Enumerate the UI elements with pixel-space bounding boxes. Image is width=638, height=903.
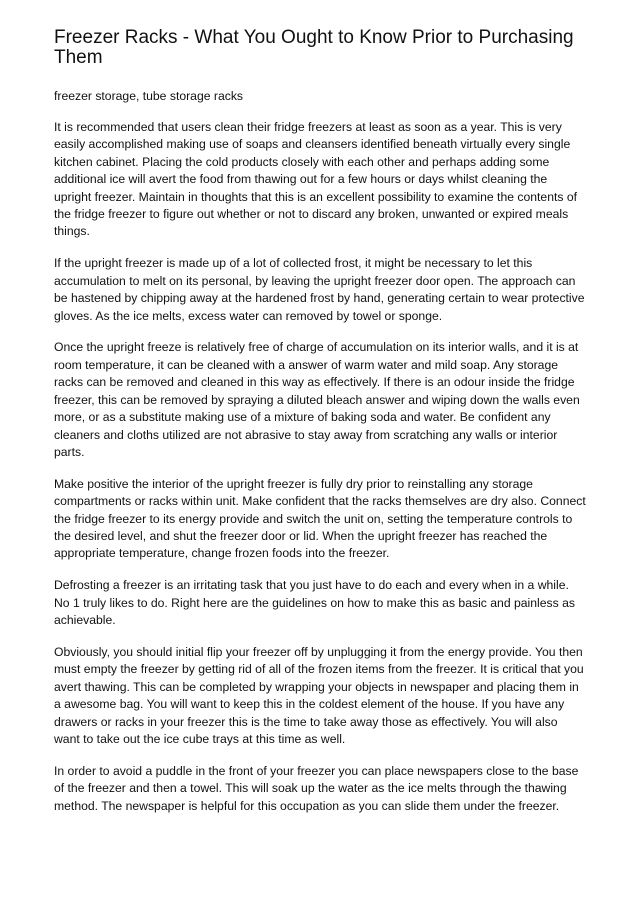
- paragraph-1: It is recommended that users clean their fridge freezers at least as soon as a year. This is very easily accomplished making use of soaps and cleansers identified beneath virtually every single kitchen cabinet. Placing the cold products closely with each other and perhaps adding some additional ice will avert the food from thawing out for a few hours or days whilst cleaning the upright freezer. Maintain in thoughts that this is an excellent possibility to examine the contents of the fridge freezer to figure out whether or not to discard any broken, unwanted or expired meals things.: [54, 120, 578, 239]
- tag-line: freezer storage, tube storage racks: [54, 89, 244, 103]
- page-title: Freezer Racks - What You Ought to Know Prior to Purchasing Them: [54, 27, 574, 68]
- paragraph-2: If the upright freezer is made up of a lot of collected frost, it might be necessary to let this accumulation to melt on its personal, by leaving the upright freezer door open. The approach can be hastened by chipping away at the hardened frost by hand, generating certain to wear protective gloves. As the ice melts, excess water can removed by towel or sponge.: [54, 256, 585, 323]
- paragraph-4: Make positive the interior of the upright freezer is fully dry prior to reinstalling any storage compartments or racks within unit. Make confident that the racks themselves are dry also. Connect the fridge freezer to its energy provide and switch the unit on, setting the temperature controls to the desired level, and shut the freezer door or lid. When the upright freezer has reached the appropriate temperature, change frozen foods into the freezer.: [54, 476, 586, 561]
- paragraph-5: Defrosting a freezer is an irritating task that you just have to do each and every when in a while. No 1 truly likes to do. Right here are the guidelines on how to make this as basic and painless as achievable.: [54, 578, 575, 628]
- paragraph-6: Obviously, you should initial flip your freezer off by unplugging it from the energy provide. You then must empty the freezer by getting rid of all of the frozen items from the freezer. It is critical that you avert thawing. This can be completed by wrapping your objects in newspaper and placing them in a awesome bag. You will want to keep this in the coldest element of the house. If you have any drawers or racks in your freezer this is the time to take away those as effectively. You will also want to take out the ice cube trays at this time as well.: [54, 645, 584, 747]
- paragraph-7: In order to avoid a puddle in the front of your freezer you can place newspapers close to the base of the freezer and then a towel. This will soak up the water as the ice melts through the thawing method. The newspaper is helpful for this occupation as you can slide them under the freezer.: [54, 764, 579, 813]
- paragraph-3: Once the upright freeze is relatively free of charge of accumulation on its interior walls, and it is at room temperature, it can be cleaned with a answer of warm water and mild soap. Any storage racks can be removed and cleaned in this way as effectively. If there is an odour inside the fridge freezer, this can be removed by spraying a diluted bleach answer and wiping down the walls even more, or as a substitute making use of a mixture of baking soda and water. Be confident any cleaners and cloths utilized are not abrasive to stay away from scratching any walls or interior parts.: [54, 340, 580, 459]
